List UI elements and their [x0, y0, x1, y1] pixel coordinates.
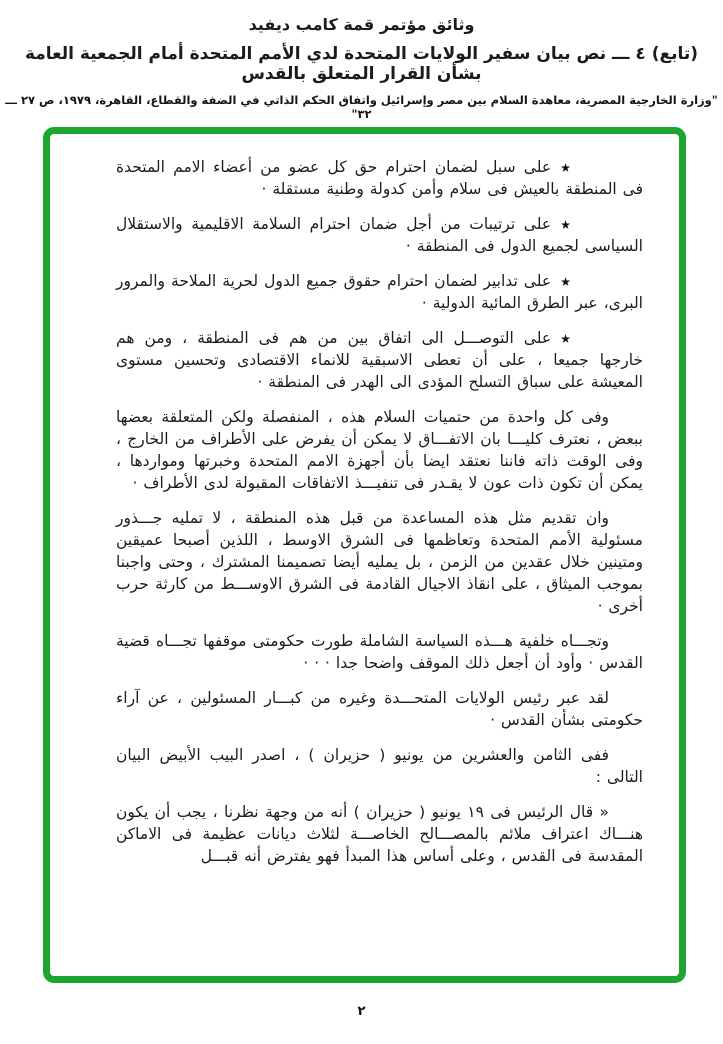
bullet-item [116, 327, 643, 393]
bullet-text: على التوصـــل الى اتفاق بين من هم فى المنطقة ، ومن هم خارجها جميعا ، على أن تعطى الاسبقية للانماء الاقتصادى وتحسين مستوى المعيشة على سباق التسلح المؤدى الى الهدر فى المنطقة · [116, 329, 643, 391]
content-frame [43, 127, 686, 983]
body-paragraph: وان تقديم مثل هذه المساعدة من قبل هذه المنطقة ، لا تمليه جـــذور مسئولية الأمم المتحدة وتعاظمها فى الشرق الاوسط ، اللذين أصبحا عميقين ومتينين خلال عقدين من الزمن ، بل يمليه أيضا تصميمنا المشترك ، وحتى واجبنا بموجب الميثاق ، على انقاذ الاجيال القادمة فى الشرق الاوســـط من كارثة حرب أخرى · [116, 509, 643, 615]
bullet-text: على سبل لضمان احترام حق كل عضو من أعضاء الامم المتحدة فى المنطقة بالعيش فى سلام وأمن كدولة وطنية مستقلة · [116, 158, 643, 198]
body-paragraph: وتجـــاه خلفية هـــذه السياسة الشاملة طورت حكومتى موقفها تجـــاه قضية القدس · وأود أن أجعل ذلك الموقف واضحا جدا · · · [116, 632, 643, 672]
document-heading: (تابع) ٤ ـــ نص بيان سفير الولايات المتحدة لدي الأمم المتحدة أمام الجمعية العامة بشأن القرار المتعلق بالقدس [24, 44, 699, 84]
asterisk-bullet-icon: ٭ [560, 269, 571, 293]
bullet-item [116, 213, 643, 257]
asterisk-bullet-icon: ٭ [560, 326, 571, 350]
bullet-text: على تدابير لضمان احترام حقوق جميع الدول لحرية الملاحة والمرور البرى، عبر الطرق المائية الدولية · [116, 272, 643, 312]
bullet-text: على ترتيبات من أجل ضمان احترام السلامة الاقليمية والاستقلال السياسى لجميع الدول فى المنطقة · [116, 215, 643, 255]
document-header [0, 0, 723, 121]
asterisk-bullet-icon: ٭ [560, 212, 571, 236]
page-title: وثائق مؤتمر قمة كامب ديفيد [248, 15, 475, 34]
body-paragraph: « قال الرئيس فى ١٩ يونيو ( حزيران ) أنه من وجهة نظرنا ، يجب أن يكون هنـــاك اعتراف ملائم بالمصـــالح الخاصـــة لثلاث ديانات عظيمة فى الاماكن المقدسة فى القدس ، وعلى أساس هذا المبدأ فهو يفترض أنه قبـــل [116, 803, 643, 865]
bullet-item [116, 156, 643, 200]
page-number: ٢ [357, 1004, 366, 1019]
source-citation: "وزارة الخارجية المصرية، معاهدة السلام بين مصر وإسرائيل واتفاق الحكم الذاتي في الضفة والقطاع، القاهرة، ١٩٧٩، ص ٢٧ ـــ ٣٢" [5, 93, 718, 121]
body-paragraph: ففى الثامن والعشرين من يونيو ( حزيران ) ، اصدر البيب الأبيض البيان التالى : [116, 746, 643, 786]
body-paragraph: لقد عبر رئيس الولايات المتحـــدة وغيره من كبـــار المسئولين ، عن آراء حكومتى بشأن القدس · [116, 689, 643, 729]
bullet-item [116, 270, 643, 314]
body-paragraph: وفى كل واحدة من حتميات السلام هذه ، المنفصلة ولكن المتعلقة بعضها ببعض ، نعترف كليـــا بان الاتفـــاق لا يمكن أن يفرض على الأطراف من الخارج ، وفى الوقت ذاته فاننا نعتقد ايضا بأن أجهزة الامم المتحدة وخبرتها ومواردها ، يمكن أن تكون ذات عون لا يقـدر فى تنفيـــذ الاتفاقات المقبولة لدى الأطراف · [116, 408, 643, 492]
asterisk-bullet-icon: ٭ [560, 155, 571, 179]
